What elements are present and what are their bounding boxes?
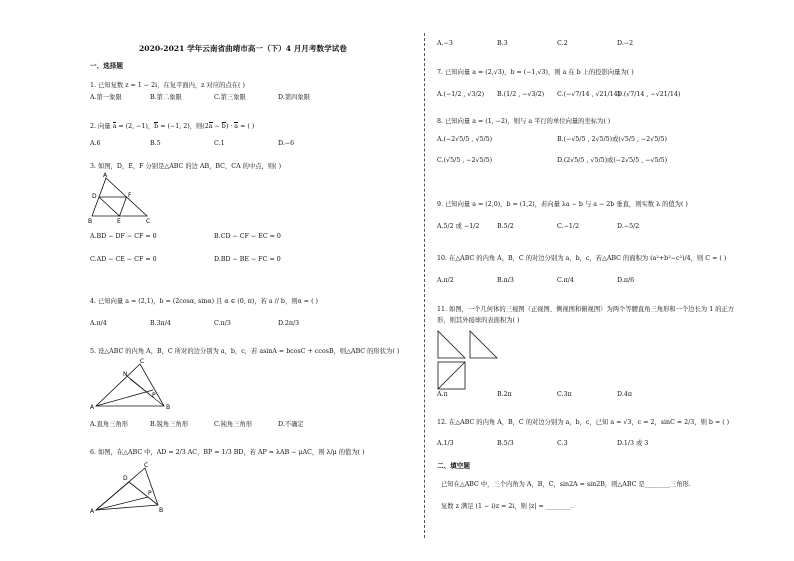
q11-stem-line1: 11. 如图，一个几何体的三视图（正视图、侧视图和俯视图）为两个等腰直角三角形和一个边长为 1 的正方 xyxy=(437,306,735,313)
q8-option-b: B.(−√5/5 , 2√5/5)或(√5/5 , −2√5/5) xyxy=(557,136,667,143)
q4-option-d: D.2π/3 xyxy=(278,320,300,327)
q2-option-a: A.6 xyxy=(90,140,101,147)
q1-option-a: A.第一象限 xyxy=(90,94,122,101)
q1-option-d: D.第四象限 xyxy=(278,94,311,101)
q12-stem: 12. 在△ABC 的内角 A，B，C 的对边分别为 a，b，c，已知 a = √3，c = 2，sinC = 2/3，则 b = ( ) xyxy=(437,419,730,426)
q2-stem-part: = ( ) xyxy=(238,123,255,130)
q7-option-d: D.(√7/14 , −√21/14) xyxy=(617,91,681,98)
q6-label-b: B xyxy=(159,507,164,514)
vector-a: a xyxy=(112,123,117,130)
q1-option-c: C.第三象限 xyxy=(214,94,246,101)
q11-three-view-figure xyxy=(437,330,507,390)
vector-b: b xyxy=(154,123,159,130)
q4-option-a: A.π/4 xyxy=(90,320,107,327)
q7-option-a: A.(−1/2 , √3/2) xyxy=(437,91,485,98)
fill-question-2: 复数 z 满足 (1 − i)z = 2i，则 |z| = ________. xyxy=(441,503,573,510)
q10-option-d: D.π/6 xyxy=(617,277,635,284)
q3-option-b: B.CD − CF − EC = 0 xyxy=(214,233,281,240)
q5-label-p: P xyxy=(152,392,156,399)
q2-option-d: D.−6 xyxy=(278,140,295,147)
q7-option-c: C.(−√7/14 , √21/14) xyxy=(557,91,621,98)
q3-label-e: E xyxy=(117,218,121,225)
q6-triangle-figure xyxy=(90,463,170,513)
q4-option-b: B.3π/4 xyxy=(150,320,171,327)
q2-stem-part: ) · xyxy=(225,123,235,130)
q1-option-b: B.第二象限 xyxy=(150,94,182,101)
q2-stem-part: = (2, −1)， xyxy=(116,123,155,130)
vector-a: a xyxy=(208,123,213,130)
q11-option-c: C.3π xyxy=(557,391,572,398)
q5-stem: 5. 设△ABC 的内角 A，B，C 所对的边分别为 a，b，c，若 asinA = bcosC + ccosB，则△ABC 的形状为( ) xyxy=(90,348,400,355)
q2-stem-part: = (−1, 2)，则(2 xyxy=(158,123,209,130)
q5-option-d: D.不确定 xyxy=(278,421,304,428)
q3-option-c: C.AD − CE − CF = 0 xyxy=(90,256,157,263)
q7-option-b: B.(1/2 , −√3/2) xyxy=(497,91,545,98)
q3-option-a: A.BD − DF − CF = 0 xyxy=(90,233,157,240)
q4-stem: 4. 已知向量 a = (2,1)，b = (2cosα, sinα) 且 α ∈ (0, π)，若 a // b，则α = ( ) xyxy=(90,298,318,305)
q12-option-a: A.1/3 xyxy=(437,440,454,447)
q5-triangle-figure xyxy=(90,360,180,412)
q11-stem-line2: 形，则其外接球的表面积为( ) xyxy=(437,317,520,324)
q10-option-a: A.π/2 xyxy=(437,277,454,284)
q11-option-a: A.π xyxy=(437,391,448,398)
q5-option-c: C.钝角三角形 xyxy=(214,421,253,428)
vector-b: b xyxy=(221,123,226,130)
q3-label-b: B xyxy=(88,218,93,225)
q11-option-d: D.4π xyxy=(617,391,632,398)
q10-option-b: B.π/3 xyxy=(497,277,514,284)
q6-option-a: A.−3 xyxy=(437,40,453,47)
section-fill-heading: 二、填空题 xyxy=(437,462,470,470)
q3-label-a: A xyxy=(103,172,108,179)
q11-option-b: B.2π xyxy=(497,391,512,398)
q2-option-c: C.1 xyxy=(214,140,225,147)
q12-option-d: D.1/3 或 3 xyxy=(617,440,649,447)
q8-stem: 8. 已知向量 a = (1, −2)，则与 a 平行的单位向量的坐标为( ) xyxy=(437,118,611,125)
q2-stem-part: − xyxy=(212,123,222,130)
q12-option-b: B.5/3 xyxy=(497,440,514,447)
q6-label-c: C xyxy=(144,462,149,469)
q7-stem: 7. 已知向量 a = (2,√3)，b = (−1,√3)，则 a 在 b 上的投影向量为( ) xyxy=(437,69,634,76)
q10-stem: 10. 在△ABC 的内角 A，B，C 的对边分别为 a，b，c，若△ABC 的面积为 (a²+b²−c²)/4，则 C = ( ) xyxy=(437,255,727,262)
q3-label-f: F xyxy=(128,192,132,199)
q5-option-a: A.直角三角形 xyxy=(90,421,129,428)
section-choice-heading: 一、选择题 xyxy=(90,62,123,70)
q10-option-c: C.π/4 xyxy=(557,277,574,284)
q8-option-c: C.(√5/5 , −2√5/5) xyxy=(437,157,493,164)
q1-stem: 1. 已知复数 z = 1 − 2i，在复平面内，z 对应的点在( ) xyxy=(90,82,245,89)
q12-option-c: C.3 xyxy=(557,440,568,447)
q3-triangle-figure xyxy=(88,172,158,225)
q6-label-a: A xyxy=(90,508,95,515)
fill-question-1: 已知在△ABC 中，三个内角为 A，B，C，sin2A = sin2B，则△ABC 是________三角形. xyxy=(441,481,691,488)
q5-label-c: C xyxy=(140,358,145,365)
q5-label-a: A xyxy=(90,404,95,411)
q5-label-n: N xyxy=(123,371,128,378)
q9-option-d: D.−5/2 xyxy=(617,223,640,230)
q6-label-d: D xyxy=(123,475,128,482)
q6-stem: 6. 如图，在△ABC 中，AD = 2/3 AC，BP = 1/3 BD，若 AP = λAB − μAC，则 λ/μ 的值为( ) xyxy=(90,449,365,456)
q6-label-p: P xyxy=(148,490,152,497)
q3-label-c: C xyxy=(146,218,151,225)
q8-option-a: A.(−2√5/5 , √5/5) xyxy=(437,136,493,143)
q2-stem-part: 2. 向量 xyxy=(90,123,113,130)
q9-option-b: B.5/2 xyxy=(497,223,514,230)
q9-stem: 9. 已知向量 a = (2,0)，b = (1,2)，若向量 λa − b 与 a − 2b 垂直，则实数 λ 的值为( ) xyxy=(437,201,688,208)
q9-option-c: C.−1/2 xyxy=(557,223,580,230)
q2-option-b: B.5 xyxy=(150,140,161,147)
q2-stem xyxy=(90,123,254,131)
q6-option-d: D.−2 xyxy=(617,40,634,47)
q6-option-c: C.2 xyxy=(557,40,568,47)
q9-option-a: A.5/2 或 −1/2 xyxy=(437,223,480,230)
q4-option-c: C.π/3 xyxy=(214,320,231,327)
vector-a: a xyxy=(234,123,239,130)
q8-option-d: D.(2√5/5 , √5/5)或(−2√5/5 , −√5/5) xyxy=(557,157,668,164)
q3-option-d: D.BD − BE − FC = 0 xyxy=(214,256,281,263)
q3-label-d: D xyxy=(92,193,97,200)
q5-option-b: B.锐角三角形 xyxy=(150,421,189,428)
column-divider xyxy=(424,33,425,538)
q6-option-b: B.3 xyxy=(497,40,508,47)
q3-stem: 3. 如图，D，E，F 分别是△ABC 的边 AB，BC，CA 的中点，则( ) xyxy=(90,163,282,170)
q5-label-b: B xyxy=(166,404,171,411)
page-title: 2020-2021 学年云南省曲靖市高一（下）4 月月考数学试卷 xyxy=(139,44,347,53)
